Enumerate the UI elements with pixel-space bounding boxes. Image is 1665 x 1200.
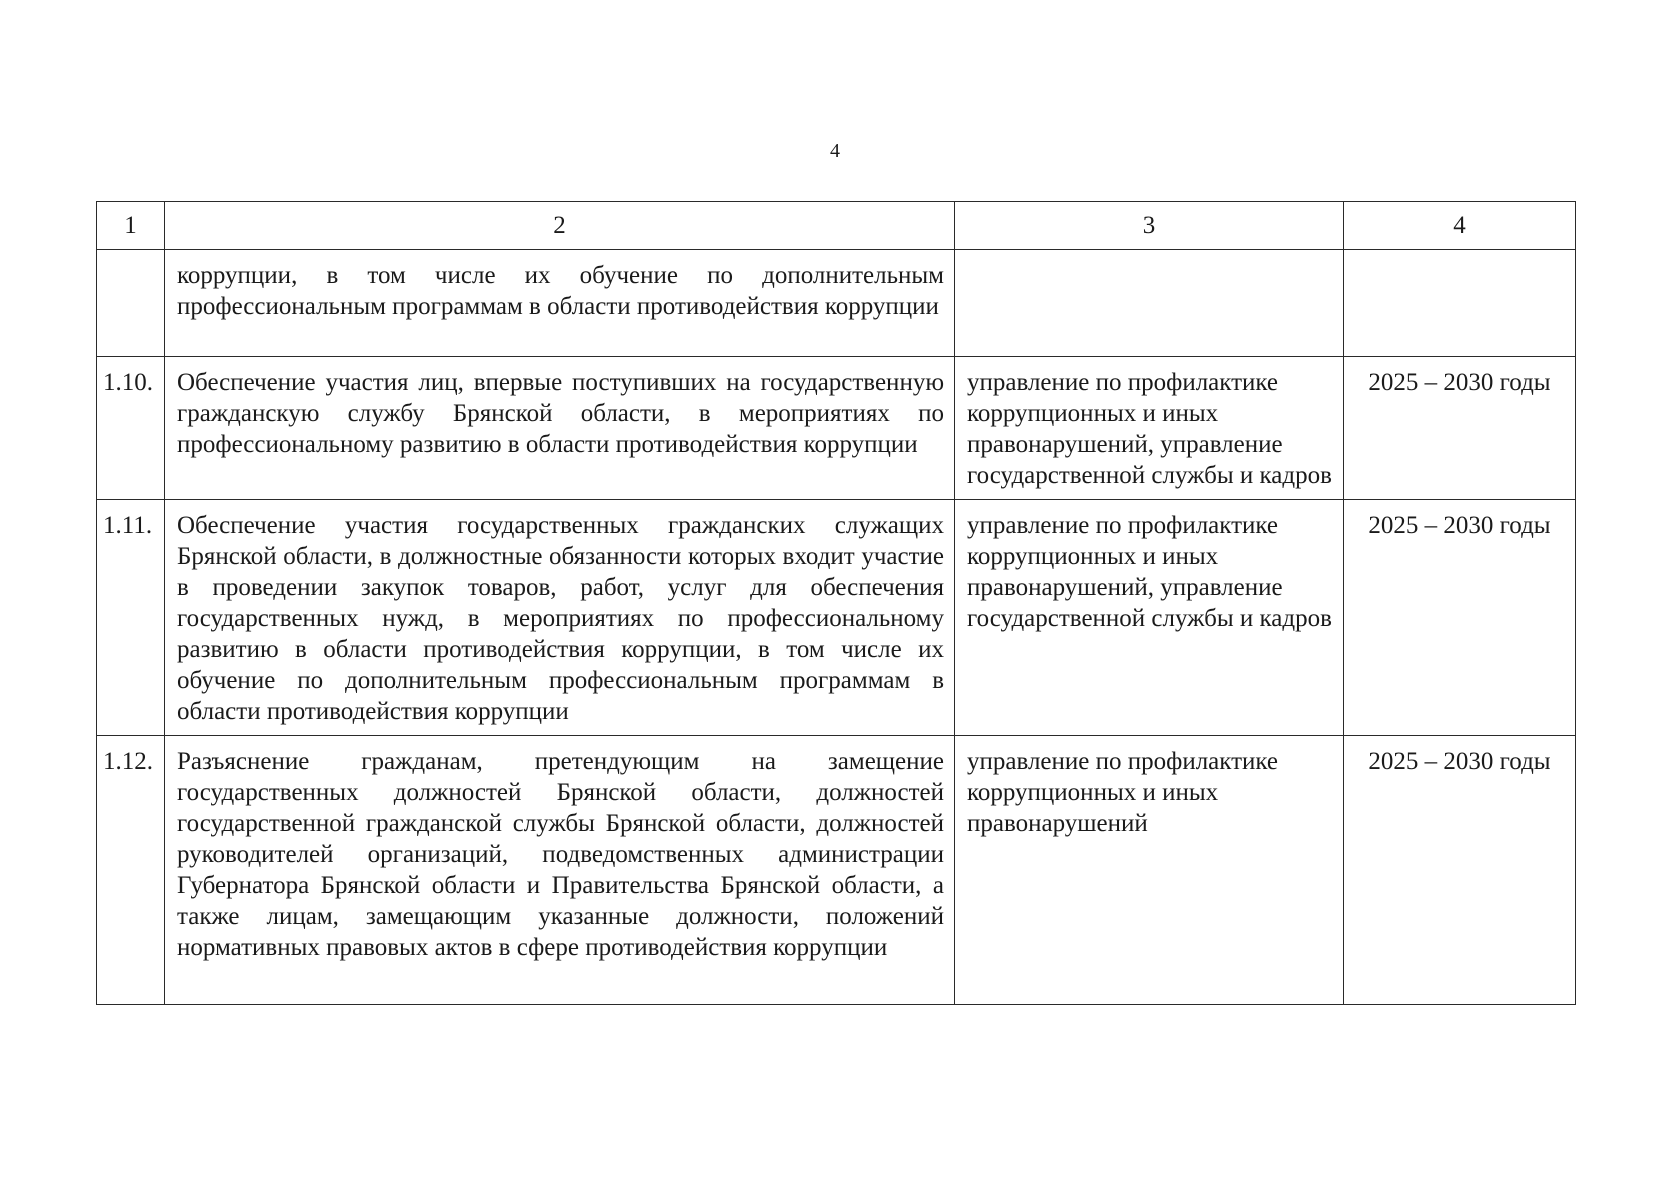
row-period (1344, 250, 1576, 357)
table-row (97, 736, 1576, 1005)
row-measure: коррупции, в том числе их обучение по дополнительным профессиональным программам в области противодействия коррупции (165, 250, 955, 357)
row-measure: Обеспечение участия государственных гражданских служащих Брянской области, в должностные обязанности которых входит участие в проведении закупок товаров, работ, услуг для обеспечения государственных нужд, в мероприятиях по профессиональному развитию в области противодействия коррупции, в том числе их обучение по дополнительным профессиональным программам в области противодействия коррупции (165, 500, 955, 736)
row-period: 2025 – 2030 годы (1344, 736, 1576, 1005)
row-number: 1.12. (97, 736, 165, 1005)
row-number: 1.10. (97, 357, 165, 500)
table-row (97, 357, 1576, 500)
column-header-period: 4 (1344, 202, 1576, 250)
column-header-responsible: 3 (955, 202, 1344, 250)
row-measure: Разъяснение гражданам, претендующим на замещение государственных должностей Брянской области, должностей государственной гражданской службы Брянской области, должностей руководителей организаций, подведомственных администрации Губернатора Брянской области и Правительства Брянской области, а также лицам, замещающим указанные должности, положений нормативных правовых актов в сфере противодействия коррупции (165, 736, 955, 1005)
table-row (97, 250, 1576, 357)
table-header-row (97, 202, 1576, 250)
row-number: 1.11. (97, 500, 165, 736)
measures-table (96, 201, 1576, 1005)
page-number: 4 (830, 140, 840, 162)
row-measure: Обеспечение участия лиц, впервые поступивших на государственную гражданскую службу Брянской области, в мероприятиях по профессиональному развитию в области противодействия коррупции (165, 357, 955, 500)
column-header-measure: 2 (165, 202, 955, 250)
row-number (97, 250, 165, 357)
row-responsible: управление по профилактике коррупционных и иных правонарушений, управление государственной службы и кадров (955, 357, 1344, 500)
row-responsible (955, 250, 1344, 357)
column-header-number: 1 (97, 202, 165, 250)
row-period: 2025 – 2030 годы (1344, 500, 1576, 736)
row-responsible: управление по профилактике коррупционных и иных правонарушений, управление государственной службы и кадров (955, 500, 1344, 736)
row-responsible: управление по профилактике коррупционных и иных правонарушений (955, 736, 1344, 1005)
row-period: 2025 – 2030 годы (1344, 357, 1576, 500)
table-row (97, 500, 1576, 736)
